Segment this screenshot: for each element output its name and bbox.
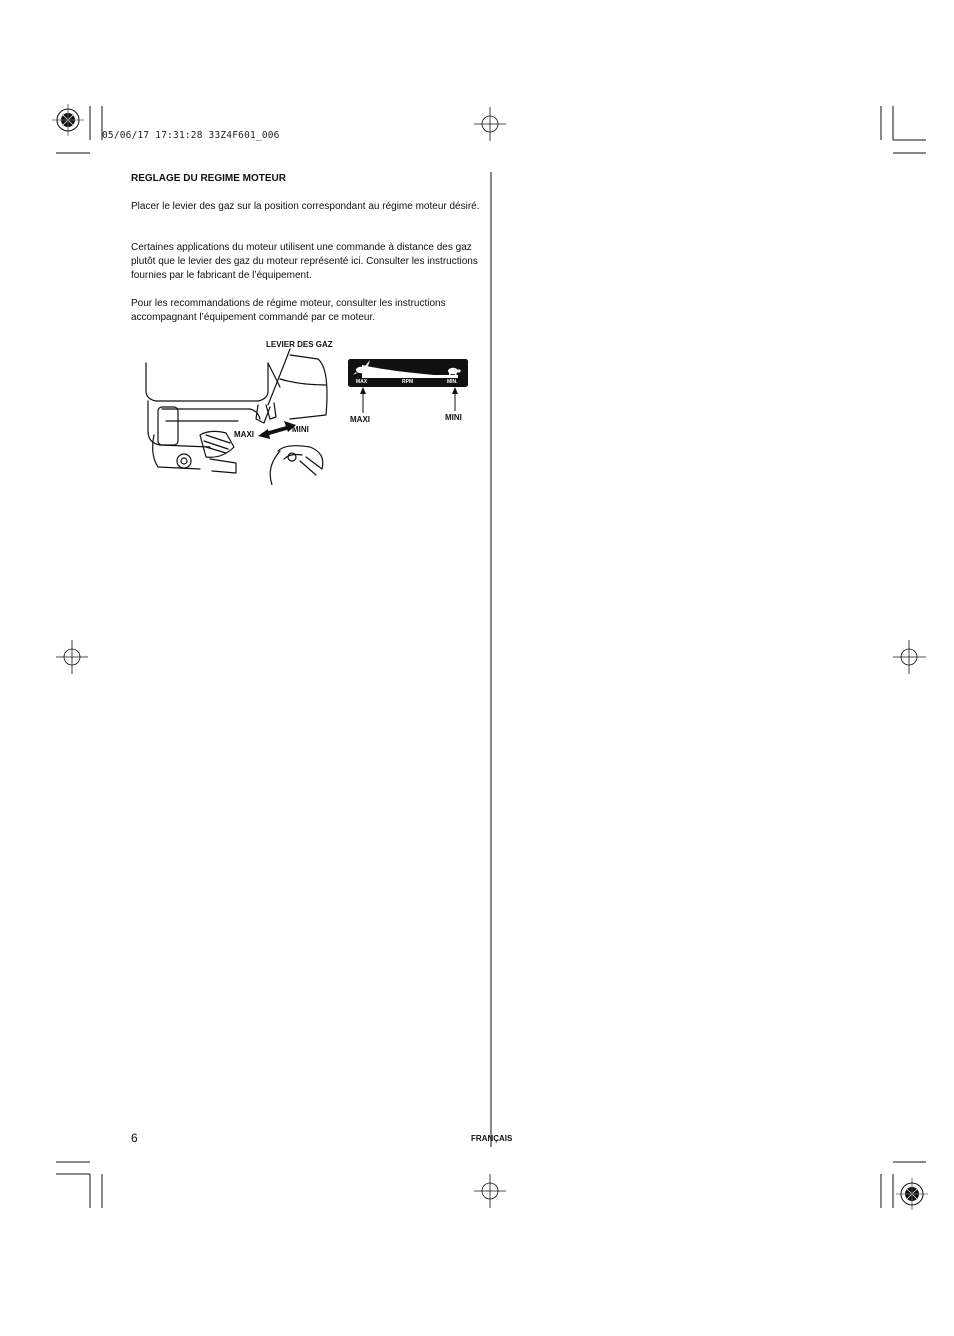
page-number: 6 xyxy=(131,1131,138,1145)
crosshair-bottom-center xyxy=(474,1174,506,1208)
plate-rpm-text: RPM xyxy=(402,379,414,385)
section-heading: REGLAGE DU REGIME MOTEUR xyxy=(131,173,287,184)
plate-max-text: MAX xyxy=(356,379,368,385)
label-engine-mini: MINI xyxy=(292,425,309,434)
label-engine-maxi: MAXI xyxy=(234,430,254,439)
paragraph-3: Pour les recommandations de régime moteur, consulter les instructions accompagnant l’équipement commandé par ce moteur. xyxy=(131,298,446,323)
maxi-mini-arrow xyxy=(258,421,296,439)
plate-callout-arrows xyxy=(350,386,470,414)
paragraph-1: Placer le levier des gaz sur la position correspondant au régime moteur désiré. xyxy=(131,201,480,212)
label-throttle-lever: LEVIER DES GAZ xyxy=(266,340,333,349)
crosshair-mid-left xyxy=(56,640,88,674)
registration-target-top-left xyxy=(52,104,84,136)
registration-target-bottom-right xyxy=(896,1178,928,1210)
language-label: FRANÇAIS xyxy=(471,1134,513,1143)
plate-min-text: MIN. xyxy=(447,379,458,385)
crosshair-top-center xyxy=(474,107,506,141)
paragraph-2: Certaines applications du moteur utilisent une commande à distance des gaz plutôt que le levier des gaz du moteur représenté ici. Consulter les instructions fournies par le fabricant de l’équipement. xyxy=(131,242,478,281)
engine-throttle-illustration xyxy=(140,335,340,485)
label-plate-maxi: MAXI xyxy=(350,415,370,424)
print-timestamp: 05/06/17 17:31:28 33Z4F601_006 xyxy=(102,130,280,141)
label-plate-mini: MINI xyxy=(445,413,462,422)
crosshair-mid-right xyxy=(893,640,926,674)
